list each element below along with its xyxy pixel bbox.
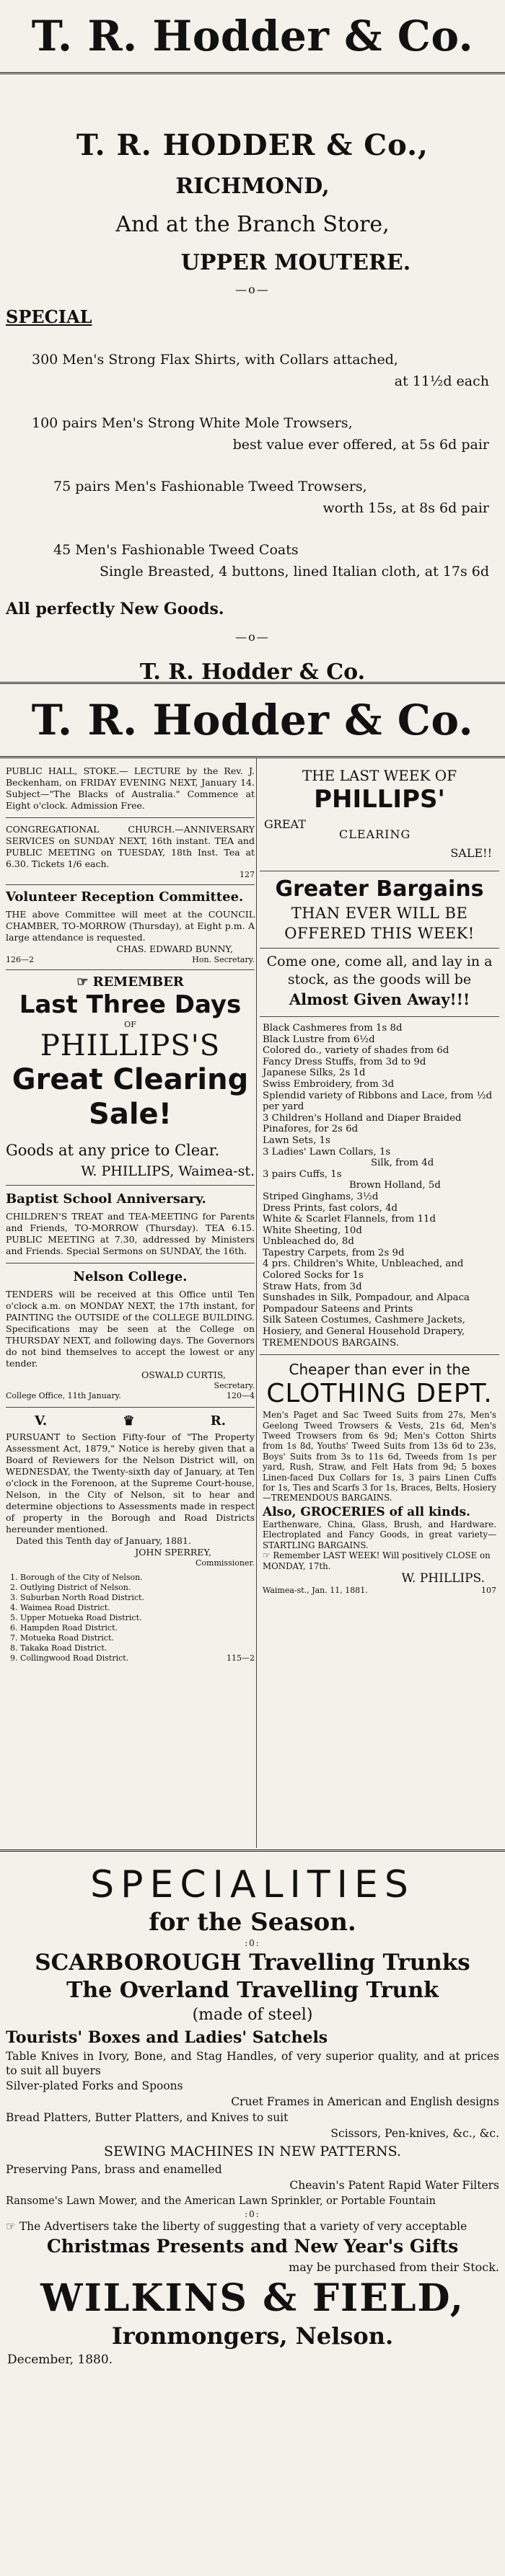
phillips-right-cheaper: Cheaper than ever in the xyxy=(289,1361,470,1379)
specialities-made: (made of steel) xyxy=(192,2006,313,2024)
divider xyxy=(6,884,255,885)
specialities-cruet: Cruet Frames in American and English designs xyxy=(231,2095,499,2108)
phillips-right-remember: Remember LAST WEEK! Will positively CLOSE on MONDAY, 17th. xyxy=(263,1550,491,1571)
phillips-left-of: OF xyxy=(124,1020,136,1029)
nelson-college-role: Secretary. xyxy=(214,1381,255,1390)
list-item: Tapestry Carpets, from 2s 9d xyxy=(263,1247,405,1258)
phillips-left-great: Great Clearing xyxy=(12,1063,249,1096)
banner-2-title: T. R. Hodder & Co. xyxy=(31,696,474,745)
public-hall-text: PUBLIC HALL, STOKE.— LECTURE by the Rev. J. Beckenham, on FRIDAY EVENING NEXT, January 14. Subject—"The Blacks of Australia." Commence at Eight o'clock. Admission Free. xyxy=(6,765,255,811)
phillips-right-items xyxy=(260,1023,499,1349)
vr-header xyxy=(6,1413,255,1429)
congregational-text: CONGREGATIONAL CHURCH.—ANNIVERSARY SERVICES on SUNDAY NEXT, 16th instant. TEA and PUBLIC MEETING on TUESDAY, 18th Inst. Tea at 6.30. Tickets 1/6 each. xyxy=(6,824,255,869)
phillips-right-earthenware: Earthenware, China, Glass, Brush, and Hardware. Electroplated and Fancy Goods, in great variety—STARTLING BARGAINS. xyxy=(263,1519,496,1550)
specialities-title: SPECIALITIES xyxy=(90,1863,415,1906)
list-item: Silk, from 4d xyxy=(371,1158,434,1169)
banner-2 xyxy=(0,682,505,758)
specialities-overland: The Overland Travelling Trunk xyxy=(66,1978,439,2003)
phillips-right-footer-row xyxy=(260,1586,499,1596)
nelson-college-signer: OSWALD CURTIS, xyxy=(141,1369,226,1380)
hodder-ad-closing: All perfectly New Goods. xyxy=(6,600,224,618)
specialities-purchased: may be purchased from their Stock. xyxy=(289,2260,499,2274)
hodder-ad-ornament-2: —o— xyxy=(235,630,270,644)
phillips-right-great: GREAT xyxy=(264,817,306,831)
specialities-wilkins: WILKINS & FIELD, xyxy=(40,2276,465,2320)
hodder-item-price: Single Breasted, 4 buttons, lined Italian cloth, at 17s 6d xyxy=(99,564,489,579)
specialities-ironmongers: Ironmongers, Nelson. xyxy=(111,2322,394,2350)
vr-num: 115—2 xyxy=(227,1653,255,1663)
hodder-item: 75 pairs Men's Fashionable Tweed Trowsers, xyxy=(53,479,367,494)
vr-district: 6. Hampden Road District. xyxy=(10,1623,118,1633)
vr-v: V. xyxy=(35,1413,48,1429)
list-item: Splendid variety of Ribbons and Lace, from ½d per yard xyxy=(263,1090,493,1113)
list-item: Silk Sateen Costumes, Cashmere Jackets, Hosiery, and General Household Drapery, TREMENDOUS BARGAINS. xyxy=(263,1315,465,1349)
divider xyxy=(6,1407,255,1408)
specialities-preserving: Preserving Pans, brass and enamelled xyxy=(6,2163,222,2176)
phillips-left-phillips: PHILLIPS'S xyxy=(40,1029,221,1062)
list-item: White & Scarlet Flannels, from 11d xyxy=(263,1214,436,1225)
specialities-silver: Silver-plated Forks and Spoons xyxy=(6,2079,183,2092)
specialities-christmas: Christmas Presents and New Year's Gifts xyxy=(46,2236,459,2257)
two-column-section xyxy=(0,758,505,1848)
specialities-ransome: Ransome's Lawn Mower, and the American Lawn Sprinkler, or Portable Fountain xyxy=(6,2195,436,2207)
list-item: Japanese Silks, 2s 1d xyxy=(263,1067,366,1079)
vr-district: 8. Takaka Road District. xyxy=(10,1643,107,1653)
divider xyxy=(260,1354,499,1355)
phillips-left-last: Last Three Days xyxy=(19,990,242,1019)
vr-district: 9. Collingwood Road District. xyxy=(10,1653,129,1663)
vr-district: 1. Borough of the City of Nelson. xyxy=(10,1573,143,1582)
baptist-notice xyxy=(6,1191,255,1257)
specialities-bread: Bread Platters, Butter Platters, and Knives to suit xyxy=(6,2111,289,2124)
specialities-orn: :0: xyxy=(245,1938,260,1948)
phillips-right-phillips: PHILLIPS' xyxy=(314,785,445,814)
nelson-college-text: TENDERS will be received at this Office until Ten o'clock a.m. on MONDAY NEXT, the 17th instant, for PAINTING the OUTSIDE of the COLLEGE BUILDING. Specifications may be seen at the College on THURSDAY NEXT, and following days. The Governors do not bind themselves to accept the lowest or any tender. xyxy=(6,1289,255,1369)
vr-signer: JOHN SPERREY, xyxy=(135,1547,211,1558)
phillips-left-ad xyxy=(6,974,255,1179)
vr-district: 3. Suburban North Road District. xyxy=(10,1593,144,1602)
list-item: 3 Ladies' Lawn Collars, 1s xyxy=(263,1146,391,1158)
specialities-cheavin: Cheavin's Patent Rapid Water Filters xyxy=(289,2179,499,2192)
list-item: Straw Hats, from 3d xyxy=(263,1281,362,1292)
hodder-ad-city: RICHMOND, xyxy=(175,174,330,199)
divider xyxy=(260,948,499,949)
phillips-right-clothing: CLOTHING DEPT. xyxy=(266,1379,493,1409)
hodder-ad-footer: T. R. Hodder & Co. xyxy=(139,659,366,685)
list-item: 3 Children's Holland and Diaper Braided Pinafores, for 2s 6d xyxy=(263,1112,462,1135)
hodder-item-price: worth 15s, at 8s 6d pair xyxy=(322,500,489,516)
divider xyxy=(6,817,255,818)
list-item: Black Lustre from 6½d xyxy=(263,1034,375,1045)
phillips-left-remember: ☞ REMEMBER xyxy=(76,974,184,990)
congregational-notice xyxy=(6,824,255,880)
hodder-item-price: best value ever offered, at 5s 6d pair xyxy=(232,437,489,453)
volunteer-title: Volunteer Reception Committee. xyxy=(6,889,244,905)
hodder-item: 45 Men's Fashionable Tweed Coats xyxy=(53,542,299,558)
specialities-sewing: SEWING MACHINES IN NEW PATTERNS. xyxy=(104,2144,401,2159)
volunteer-num: 126—2 xyxy=(6,955,34,964)
list-item: Lawn Sets, 1s xyxy=(263,1134,330,1146)
nelson-college-title: Nelson College. xyxy=(73,1269,188,1284)
baptist-title: Baptist School Anniversary. xyxy=(6,1191,206,1207)
nelson-college-notice xyxy=(6,1269,255,1401)
volunteer-signer: CHAS. EDWARD BUNNY, xyxy=(116,943,233,954)
top-banner-title: T. R. Hodder & Co. xyxy=(31,12,474,61)
hodder-ad-items xyxy=(0,349,505,582)
specialities-advertisers: The Advertisers take the liberty of suggesting that a variety of very acceptable xyxy=(19,2220,467,2233)
hodder-ad-special: SPECIAL xyxy=(6,306,92,327)
phillips-right-almost: Almost Given Away!!! xyxy=(289,990,470,1008)
vr-district: 4. Waimea Road District. xyxy=(10,1603,110,1612)
phillips-left-signature: W. PHILLIPS, Waimea-st. xyxy=(81,1163,255,1179)
list-item: 3 pairs Cuffs, 1s xyxy=(263,1168,342,1180)
hand-icon: ☞ xyxy=(76,974,93,990)
hodder-ad-branch-line: And at the Branch Store, xyxy=(115,212,390,237)
phillips-right-than: THAN EVER WILL BE xyxy=(291,905,468,922)
vr-dated: Dated this Tenth day of January, 1881. xyxy=(16,1535,191,1546)
vr-district: 2. Outlying District of Nelson. xyxy=(10,1583,131,1592)
nelson-college-num: 120—4 xyxy=(227,1391,255,1400)
list-item: Striped Ginghams, 3½d xyxy=(263,1191,379,1202)
specialities-ad xyxy=(0,1849,505,2576)
hodder-ad-branch: UPPER MOUTERE. xyxy=(180,250,411,275)
top-banner xyxy=(0,0,505,74)
hodder-ad xyxy=(0,75,505,685)
specialities-subtitle: for the Season. xyxy=(149,1908,356,1937)
divider xyxy=(6,1185,255,1186)
specialities-advertisers-line xyxy=(0,2219,505,2234)
volunteer-role: Hon. Secretary. xyxy=(192,955,255,964)
left-column xyxy=(6,758,255,1664)
hand-icon: ☞ xyxy=(263,1550,273,1561)
volunteer-text: THE above Committee will meet at the COUNCIL CHAMBER, TO-MORROW (Thursday), at Eight p.m. A large attendance is requested. xyxy=(6,909,255,943)
list-item: Black Cashmeres from 1s 8d xyxy=(263,1023,403,1034)
vr-text: PURSUANT to Section Fifty-four of "The Property Assessment Act, 1879," Notice is hereby given that a Board of Reviewers for the Nelson District will, on WEDNESDAY, the Twenty-sixth day of January, at Ten o'clock in the Forenoon, at the Supreme Court-house, Nelson, in the City of Nelson, sit to hear and determine objections to Assessments made in respect of property in the Borough and Road Districts hereunder mentioned. xyxy=(6,1431,255,1535)
vr-role: Commissioner. xyxy=(196,1558,255,1568)
list-item: Colored do., variety of shades from 6d xyxy=(263,1045,449,1057)
list-item: Dress Prints, fast colors, 4d xyxy=(263,1202,398,1214)
phillips-right-offered: OFFERED THIS WEEK! xyxy=(284,925,475,942)
phillips-right-num: 107 xyxy=(481,1585,496,1595)
divider xyxy=(260,1016,499,1017)
phillips-right-sale: SALE!! xyxy=(450,846,492,860)
baptist-text: CHILDREN'S TREAT and TEA-MEETING for Parents and Friends, TO-MORROW (Thursday). TEA 6.15. PUBLIC MEETING at 7.30, addressed by Ministers and Friends. Special Sermons on SUNDAY, the 16th. xyxy=(6,1211,255,1256)
vr-notice xyxy=(6,1413,255,1664)
vr-districts xyxy=(6,1573,255,1664)
divider xyxy=(6,969,255,970)
specialities-orn-2: :0: xyxy=(245,2209,260,2219)
right-column xyxy=(260,758,499,1596)
phillips-right-last-week: THE LAST WEEK OF xyxy=(302,767,457,784)
public-hall-notice xyxy=(6,758,255,812)
list-item: Fancy Dress Stuffs, from 3d to 9d xyxy=(263,1056,426,1067)
list-item: Pompadour Sateens and Prints xyxy=(263,1303,413,1315)
specialities-scissors: Scissors, Pen-knives, &c., &c. xyxy=(330,2127,499,2140)
list-item: Unbleached do, 8d xyxy=(263,1236,354,1248)
specialities-scarborough: SCARBOROUGH Travelling Trunks xyxy=(35,1950,470,1976)
phillips-right-signature: W. PHILLIPS. xyxy=(401,1571,485,1586)
hodder-ad-ornament: —o— xyxy=(235,283,270,296)
vr-r: R. xyxy=(210,1413,226,1429)
list-item: Brown Holland, 5d xyxy=(349,1180,441,1191)
nelson-college-office: College Office, 11th January. xyxy=(6,1391,121,1400)
list-item: Sunshades in Silk, Pompadour, and Alpaca xyxy=(263,1292,470,1304)
nelson-college-footer xyxy=(6,1391,255,1401)
vr-district: 7. Motueka Road District. xyxy=(10,1633,114,1643)
phillips-right-greater: Greater Bargains xyxy=(275,876,484,902)
hodder-item: 100 pairs Men's Strong White Mole Trowsers, xyxy=(32,415,353,431)
vr-district-last xyxy=(10,1653,255,1664)
phillips-right-remember-line xyxy=(260,1550,499,1571)
phillips-left-sale: Sale! xyxy=(89,1098,172,1131)
vr-district: 5. Upper Motueka Road District. xyxy=(10,1613,142,1622)
list-item: White Sheeting, 10d xyxy=(263,1225,362,1236)
list-item: Swiss Embroidery, from 3d xyxy=(263,1078,395,1090)
phillips-right-clothing-text: Men's Paget and Sac Tweed Suits from 27s, Men's Geelong Tweed Trowsers & Vests, 21s 6d, Men's Tweed Trowsers from 6s 9d; Men's Cotton Shirts from 1s 8d, Youths' Tweed Suits from 13s 6d to 23s, Boys' Suits from 3s to 11s 6d, Tweeds from 1s per yard, Rush, Straw, and Felt Hats from 9d; 5 boxes Linen-faced Dux Collars for 1s, 3 pairs Linen Cuffs for 1s, Ties and Scarfs 3 for 1s, Braces, Belts, Hosiery—TREMENDOUS BARGAINS. xyxy=(263,1410,496,1504)
hand-icon: ☞ xyxy=(6,2220,19,2233)
volunteer-footer xyxy=(6,955,255,965)
specialities-table-knives: Table Knives in Ivory, Bone, and Stag Handles, of very superior quality, and at prices to suit all buyers xyxy=(6,2050,499,2077)
volunteer-notice xyxy=(6,889,255,965)
column-divider xyxy=(256,758,257,1848)
phillips-right-footer: Waimea-st., Jan. 11, 1881. xyxy=(263,1585,368,1595)
phillips-right-groceries: Also, GROCERIES of all kinds. xyxy=(263,1504,470,1519)
phillips-left-goods: Goods at any price to Clear. xyxy=(6,1142,220,1159)
crown-icon: ♛ xyxy=(123,1413,135,1429)
specialities-tourists: Tourists' Boxes and Ladies' Satchels xyxy=(6,2028,328,2047)
specialities-december: December, 1880. xyxy=(7,2353,113,2367)
phillips-right-come: Come one, come all, and lay in a stock, as the goods will be xyxy=(266,954,493,987)
phillips-right-great-block xyxy=(260,814,499,866)
list-item: 4 prs. Children's White, Unbleached, and Colored Socks for 1s xyxy=(263,1258,464,1282)
hodder-item-price: at 11½d each xyxy=(394,373,489,389)
hodder-item: 300 Men's Strong Flax Shirts, with Collars attached, xyxy=(32,352,398,368)
congregational-num: 127 xyxy=(240,870,255,879)
phillips-right-clearing: CLEARING xyxy=(339,827,411,841)
hodder-ad-name: T. R. HODDER & Co., xyxy=(76,128,429,162)
